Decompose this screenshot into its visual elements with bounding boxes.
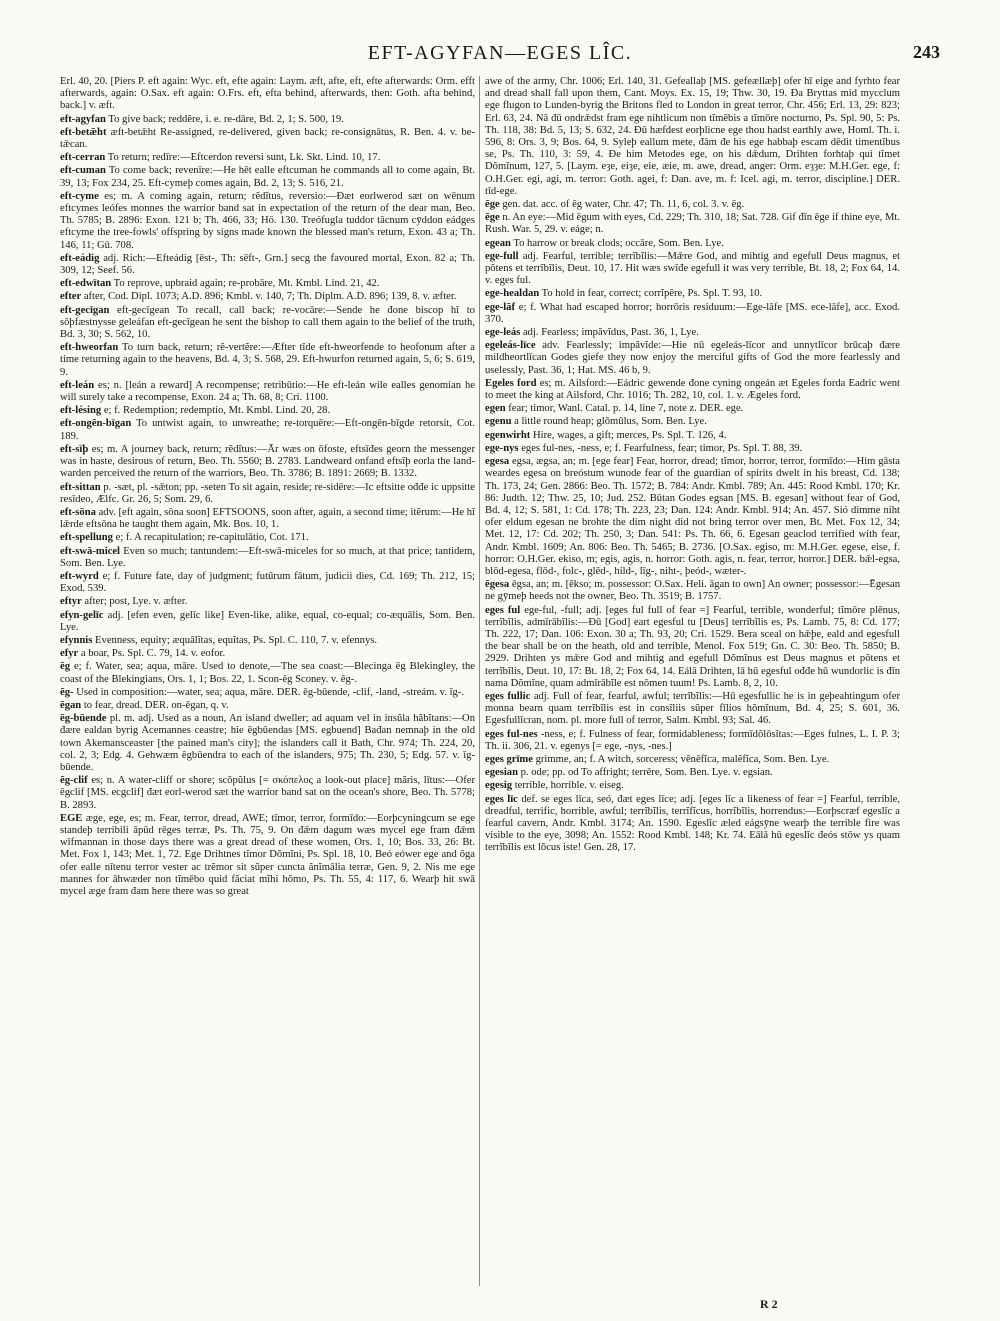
entry-text: e; f. Future fate, day of judgment; futūrum fātum, judicii dies, Cd. 169; Th. 212, 15; Exod. 539. xyxy=(60,570,475,595)
headword: ēg- xyxy=(60,686,74,698)
entry-text: To reprove, upbraid again; re-probāre, Mt. Kmbl. Lind. 21, 42. xyxy=(113,278,380,290)
entry-text: Even so much; tantundem:—Eft-swā-miceles for so much, at that price; tantidem, Som. Ben. Lye. xyxy=(60,545,475,569)
entry-text: e; f. A recapitulation; re-capitulātio, Cot. 171. xyxy=(115,532,309,544)
dictionary-entry xyxy=(60,418,475,442)
entry-text: eft-gecīgean To recall, call back; re-vocāre:—Sende he đone biscop hī to sōþfæstnysse geleáfan eft-gecīgean he sent the bishop to call them again to the belief of the truth, Bd. 3, 30; S. 562, 10. xyxy=(60,304,475,341)
dictionary-entry xyxy=(485,416,900,428)
entry-text: To return; redīre:—Eftcerdon reversi sunt, Lk. Skt. Lind. 10, 17. xyxy=(107,152,381,164)
dictionary-entry xyxy=(485,443,900,455)
entry-text: adj. Full of fear, fearful, awful; terrĭbĭlis:—Hū egesfullic he is in geþeahtingum ofer monna bearn quam terrĭbĭlis est in consĭliis sŭper fīlios hŏmĭnum, Bd. 4, 25; S. 601, 36. Egesfullīcran, nom. pl. more full of terror, Salm. Kmbl. 93; Sal. 46. xyxy=(485,690,900,727)
headword: efyn-gelīc xyxy=(60,609,104,621)
dictionary-entry xyxy=(60,482,475,506)
entry-text: eges ful-nes, -ness, e; f. Fearfulness, fear; timor, Ps. Spl. T. 88, 39. xyxy=(521,442,803,454)
dictionary-entry xyxy=(485,288,900,300)
dictionary-entry xyxy=(60,444,475,481)
headword: eft-spellung xyxy=(60,532,113,544)
entry-text: To untwist again, to unwreathe; re-torquēre:—Eft-ongēn-bīgde retorsit, Cot. 189. xyxy=(60,418,475,442)
entry-text: a little round heap; glŏmŭlus, Som. Ben. Lye. xyxy=(514,416,707,428)
headword: ege-healdan xyxy=(485,288,540,300)
dictionary-entry xyxy=(60,76,475,113)
running-title: EFT-AGYFAN—EGES LÎC. xyxy=(367,42,633,64)
headword: ēg xyxy=(60,661,70,673)
headword: ēge xyxy=(485,212,500,224)
headword: eges ful xyxy=(485,604,521,616)
headword: eges grīme xyxy=(485,753,533,765)
dictionary-entry xyxy=(485,251,900,288)
headword: eft-hweorfan xyxy=(60,342,119,354)
headword: ēgesa xyxy=(485,579,510,591)
headword: eft-eádig xyxy=(60,252,100,264)
dictionary-entry xyxy=(60,596,475,608)
dictionary-entry xyxy=(60,380,475,404)
entry-text: es; n. A water-cliff or shore; scŏpŭlus [= σκόπελος a look-out place] măris, lītus:—Ofer ēgclif [MS. ecgclif] đæt eorl-werod sæt the warrior band sat on the ocean's shore, Beo. Th. 5778; B. 2893. xyxy=(60,775,475,811)
dictionary-entry xyxy=(60,546,475,570)
headword: egenu xyxy=(485,416,512,428)
headword: egesa xyxy=(485,456,510,468)
entry-text: To harrow or break clods; occāre, Som. Ben. Lye. xyxy=(513,237,724,249)
dictionary-entry xyxy=(60,635,475,647)
dictionary-entry xyxy=(485,767,900,779)
headword: eges līc xyxy=(485,793,518,805)
entry-text: adv. Fearlessly; impăvĭde:—Hie nū egeleás-līcor and unnytlīcor brūcaþ đære mildheortlīcan Godes giefe they now enjoy the merciful gifts of God the more fearlessly and uselessly, Past. 36, 1; Hat. MS. 46 b, 9. xyxy=(485,340,900,376)
headword: ege-leás xyxy=(485,327,521,339)
headword: eft-agyfan xyxy=(60,113,106,125)
dictionary-entry xyxy=(485,378,900,402)
entry-text: æge, ege, es; m. Fear, terror, dread, AWE; tīmor, terror, formīdo:—Eorþcyningcum se ege standeþ terribili āpūd rēges terræ, Ps. Th. 75, 9. On đǣm dagum wæs mycel ege fram đǣm wīfmannan in those days there was a great dread of these women, Ors. 1, 10; Bos. 33, 26: Bt. Met. Fox 1, 143; Met. 1, 72. Ege Drihtnes tĭmor Dŏmĭni, Ps. Spl. 18, 10. Beó eówer ege and ōga ofer ealle nītenu terror vester ac trĕmor sit sŭper cuncta ănĭmālia terræ, Gen. 9, 2. Nis me ege mannes for āhwæder non tĭmēbo quid făciat mĭhi hŏmo, Ps. Th. 55, 4: 117, 6. Wearþ hit swā mycel æge fram đam here there was so great xyxy=(60,812,475,897)
entry-text: es; m. A journey back, return; rĕdĭtus:—Ār wæs on ōfoste, eftsīđes georn the messenger was in haste, desirous of return, Beo. Th. 5560; B. 2783. Landweard onfand eftsīþ eorla the land-warden perceived the return of the warriors, Beo. Th. 3786; B. 1891: 2669; B. 1332. xyxy=(60,443,475,480)
entry-text: e; f. Water, sea; aqua, māre. Used to denote,—The sea coast:—Blecinga ēg Blekingley, the coast of the Blekingians, Ors. 1, 1; Bos. 22, 1. Scon-ēg Sconey. v. ēg-. xyxy=(60,661,475,685)
headword: efynnis xyxy=(60,634,93,646)
dictionary-entry xyxy=(485,327,900,339)
headword: eft-sittan xyxy=(60,481,101,493)
entry-text: adv. [eft again, sōna soon] EFTSOONS, soon after, again, a second time; itĕrum:—He hī lǣrde eftsōna he taught them again, Mk. Bos. 10, 1. xyxy=(60,506,475,531)
headword: eft-lésing xyxy=(60,405,102,417)
headword: eftyr xyxy=(60,596,82,608)
entry-text: gen. dat. acc. of ēg water, Chr. 47; Th. 11, 6, col. 3. v. ēg. xyxy=(502,199,745,211)
headword: eft-cyme xyxy=(60,190,99,202)
dictionary-entry xyxy=(485,212,900,236)
entry-text: es; n. [leán a reward] A recompense; retribūtio:—He eft-leán wile ealles genomian he will surely take a recompense, Exon. 24 a; Th. 68, 8; Cri. 1100. xyxy=(60,379,475,404)
dictionary-entry xyxy=(485,456,900,578)
entry-text: grimme, an; f. A witch, sorceress; vĕnēfĭca, malĕfĭca, Som. Ben. Lye. xyxy=(535,753,830,765)
entry-text: Evenness, equity; æquālĭtas, equĭtas, Ps. Spl. C. 110, 7. v. efennys. xyxy=(95,634,378,646)
headword: efyr xyxy=(60,648,79,660)
headword: egesig xyxy=(485,780,513,792)
dictionary-entry xyxy=(60,191,475,252)
entry-text: To give back; reddĕre, i. e. re-dāre, Bd. 2, 1; S. 500, 19. xyxy=(108,113,344,125)
dictionary-entry xyxy=(60,291,475,303)
dictionary-entry xyxy=(485,302,900,326)
entry-text: To hold in fear, correct; corrĭpĕre, Ps. Spl. T. 93, 10. xyxy=(541,288,763,300)
dictionary-entry xyxy=(485,605,900,690)
dictionary-entry xyxy=(60,687,475,699)
headword: ēg-būende xyxy=(60,713,107,725)
entry-text: adj. Fearful, terrible; terrĭbĭlis:—Mǣre God, and mihtig and egefull Deus magnus, et pŏtens et terrĭbĭlis, Deut. 10, 17. Hit wæs swīđe egefull it was very terrible, Bt. 18, 2; Fox 64, 14. v. eges ful. xyxy=(485,250,900,287)
dictionary-entry xyxy=(60,253,475,277)
entry-text: p. ode; pp. od To affright; terrēre, Som. Ben. Lye. v. egsian. xyxy=(520,767,773,779)
entry-text: ēgsa, an; m. [ēkso; m. possessor: O.Sax. Heli. āgan to own] An owner; possessor:—Ēgesan ne gȳmeþ heeds not the owner, Beo. Th. 3519; B. 1757. xyxy=(485,579,900,603)
dictionary-entry xyxy=(60,813,475,898)
page-number: 243 xyxy=(913,42,940,62)
entry-text: p. -sæt, pl. -sǣton; pp. -seten To sit again, reside; re-sidēre:—Ic eftsitte ođđe ic uppsitte resīdeo, Ælfc. Gr. 26, 5; Som. 29, 6. xyxy=(60,481,475,505)
dictionary-entry xyxy=(485,430,900,442)
entry-text: after, Cod. Dipl. 1073; A.D. 896; Kmbl. v. 140, 7; Th. Diplm. A.D. 896; 139, 8. v. æfter. xyxy=(83,291,457,303)
headword: eft-wyrd xyxy=(60,570,99,582)
dictionary-entry xyxy=(485,729,900,753)
entry-text: es; m. Ailsford:—Eádric gewende đone cyning ongeán æt Egeles forda Eadric went to meet the king at Ailsford, Chr. 1016; Th. 282, 10, col. 1. v. Ægeles ford. xyxy=(485,377,900,402)
dictionary-entry xyxy=(60,713,475,774)
entry-text: adj. [efen even, gelīc like] Even-like, alike, equal, co-equal; co-æquālis, Som. Ben. Lye. xyxy=(60,609,475,633)
dictionary-entry xyxy=(485,199,900,211)
entry-text: egsa, ægsa, an; m. [ege fear] Fear, horror, dread; tĭmor, horror, terror, formīdo:—Him gāsta weardes egesa on breóstum wunode fear of the guardian of spirits dwelt in his breast, Cd. 138; Th. 173, 24; Gen. 2866: Beo. Th. 1572; B. 784: Andr. Kmbl. 789; An. 445: Rood Kmbl. 170; Kr. 86: Judth. 12; Thw. 25, 10; Jud. 252. Būtan Godes egsan [MS. B. egesan] without fear of God, Bd. 4, 12; S. 581, 1: Cd. 178; Th. 223, 23; Dan. 124: Andr. Kmbl. 914; An. 457. Sió dimme niht ofer eldum egesan ne brohte the dim night did not bring terror over men, Bt. Met. Fox 12, 34; Met. 12, 17: Cd. 202; Th. 250, 3; Dan. 541: Ps. Th. 66, 6. Egesan geaclod terrified with fear, Andr. Kmbl. 1609; An. 806: Beo. Th. 5465; B. 2736. [O.Sax. egiso, m: M.H.Ger. egese, eise, f. horror: O.H.Ger. ekiso, m; egis, agis, n. horror: Goth. agis, n. fear, terror, horror.] DER. bǣl-egsa, blōd-egesa, flōd-, folc-, glēd-, hild-, līg-, niht-, þeód-, wæter-. xyxy=(485,456,900,577)
entry-text: after; post, Lye. v. æfter. xyxy=(84,596,188,608)
headword: ēgan xyxy=(60,699,82,711)
headword: efter xyxy=(60,291,82,303)
dictionary-entry xyxy=(60,342,475,379)
headword: ege-full xyxy=(485,250,519,262)
entry-text: Hire, wages, a gift; merces, Ps. Spl. T. 126, 4. xyxy=(532,429,727,441)
headword: eft-sīþ xyxy=(60,443,89,455)
entry-text: æft-betǣht Re-assigned, re-delivered, given back; re-consignātus, R. Ben. 4. v. be-tǣcan. xyxy=(60,126,475,151)
entry-text: To come back; revenīre:—He hēt ealle eftcuman he commands all to come again, Bt. 39, 13; Fox 234, 25. Eft-cymeþ comes again, Bd. 2, 13; S. 516, 21. xyxy=(60,165,475,189)
dictionary-entry xyxy=(60,305,475,342)
headword: ege-lāf xyxy=(485,301,515,313)
dictionary-entry xyxy=(60,648,475,660)
dictionary-entry xyxy=(60,127,475,151)
entry-text: e; f. What had escaped horror; horrōris residuum:—Ege-lāfe [MS. ece-lāfe], acc. Exod. 370. xyxy=(485,301,900,325)
dictionary-entry xyxy=(60,278,475,290)
entry-text: e; f. Redemption; redemptio, Mt. Kmbl. Lind. 20, 28. xyxy=(103,405,331,417)
page-header xyxy=(60,42,940,72)
right-column xyxy=(485,76,900,1291)
entry-text: -ness, e; f. Fulness of fear, formidableness; formīdŏlōsĭtas:—Eges fulnes, L. I. P. 3; Th. ii. 306, 21. v. egenys [= ege, -nys, -nes.] xyxy=(485,728,900,752)
signature-mark: R 2 xyxy=(760,1297,778,1311)
entry-text: Erl. 40, 20. [Piers P. eft again: Wyc. eft, efte again: Laym. æft, afte, eft, efte afterwards: Orm. efft afterwards, again: O.Sax. eft again: O.Frs. eft, efta behind, afterwards, then: Goth. afta behind, back.] v. æft. xyxy=(60,76,475,112)
headword: eft-cuman xyxy=(60,165,106,177)
entry-text: to fear, dread. DER. on-ēgan, q. v. xyxy=(83,699,229,711)
dictionary-entry xyxy=(485,403,900,415)
dictionary-entry xyxy=(60,661,475,685)
headword: Egeles ford xyxy=(485,377,537,389)
entry-text: es; m. A coming again, return; rĕdĭtus, reversio:—Đæt eorlwerod sæt on wēnum eftcymes leófes monnes the warrior band sat in expectation of the return of the dear man, Beo. Th. 5785; B. 2896: Exon. 121 b; Th. 466, 33; Hö. 130. Treófugla tuddor tācnum cȳddon eádges eftcyme the tree-fowls' offspring by signs made known the blessed man's return, Exon. 43 a; Th. 146, 11; Gū. 708. xyxy=(60,190,475,251)
dictionary-entry xyxy=(60,610,475,634)
dictionary-entry xyxy=(485,794,900,855)
entry-text: ege-ful, -full; adj. [eges ful full of fear =] Fearful, terrible, wonderful; tĭmōre plēnus, terrĭbĭlis, admīrābĭlis:—Đū [God] eart egesful tu [Deus] terrĭbĭlis es, Ps. Lamb. 75, 8: Cd. 177; Th. 222, 17; Dan. 106: Exon. 30 a; Th. 93, 20; Cri. 1529. Bera sceal on hǣþe, eald and egesfull the bear shall be on the heath, old and terrible, Menol. Fox 519; Gn. C. 30: Beo. Th. 5850; B. 2929. Drihten ys mǣre God and mihtig and egefull Dŏmĭnus est Deus magnus et pŏtens et terrĭbĭlis, Deut. 10, 17: Bt. 18, 2; Fox 64, 14. Eálā Drihten, lā hū egesful ođđe hū wundorlic is đīn nama Dŏmĭne, quam admīrābĭle est nōmen tuum! Ps. Lamb. 8, 2, 10. xyxy=(485,604,900,689)
headword: egesian xyxy=(485,767,518,779)
headword: ege-nys xyxy=(485,442,519,454)
entry-text: adj. Fearless; impăvĭdus, Past. 36, 1, Lye. xyxy=(522,327,699,339)
headword: eft-swā-micel xyxy=(60,545,120,557)
dictionary-entry xyxy=(60,775,475,812)
headword: egeleás-līce xyxy=(485,340,536,352)
dictionary-entry xyxy=(485,691,900,728)
entry-text: Used in composition:—water, sea; aqua, māre. DER. ēg-būende, -clif, -land, -streám. v. īg-. xyxy=(76,686,464,698)
headword: eft-sōna xyxy=(60,506,96,518)
headword: egean xyxy=(485,237,511,249)
headword: eft-leán xyxy=(60,379,95,391)
entry-text: def. se eges līca, seó, đæt eges līce; adj. [eges līc a likeness of fear =] Fearful, terrible, dreadful, terrific, horrible, awful; terrĭbĭlis, terrĭfĭcus, horrĭbĭlis, horrendus:—Eorþscræf egeslīc a fearful cavern, Andr. Kmbl. 3174; An. 1590. Egeslīc æled eágsȳne wearþ the terrible fire was visible to the eye, 3098; An. 1552: Rood Kmbl. 148; Kr. 74. Eālā hū egeslīc đeós stōw ys quam terrĭbĭlis est lŏcus iste! Gen. 28, 17. xyxy=(485,793,900,854)
dictionary-entry xyxy=(485,780,900,792)
headword: egenwirht xyxy=(485,429,531,441)
entry-text: awe of the army, Chr. 1006; Erl. 140, 31. Gefeallaþ [MS. gefeællæþ] ofer hī eige and fyrhto fear and dread shall fall upon them, Cant. Moys. Ex. 15, 19; Thw. 30, 19. Đa Bryttas mid mycclum ege flugon to Lunden-byrig the Britons fled to London in great terror, Chr. 456; Erl. 13, 29: 823; Erl. 63, 24. Nā đū ondrǣdst fram ege nihtlicum non tĭmēbis a tĭmōre nocturno, Ps. Spl. 90, 5: Ps. Th. 118, 38: Bd. 5, 13; S. 632, 24. Đū hæfdest eorþlicne ege thou hadst earthly awe, Homl. Th. i. 596, 8: Ors. 3, 9; Bos. 64, 9. Syleþ eallum mete, đām đe his ege habbaþ escam dēdit timentĭbus se, Ps. Th. 110, 3: 59, 4. Đe him Metodes ege, on his dǣdum, Drihten forhtaþ qui tĭmet Dŏmĭnum, 127, 5. [Laym. eȝe, eiȝe, eie, æie, m. awe, dread, anger: Orm. eȝȝe: M.H.Ger. ege, f: O.H.Ger. egi, agi, m. terror: Goth. agei, f: Dan. ave, m. f: Icel. agi, m. terror, discipline.] DER. tīd-ege. xyxy=(485,76,900,197)
dictionary-entry xyxy=(485,754,900,766)
dictionary-entry xyxy=(60,152,475,164)
column-divider xyxy=(479,76,480,1286)
dictionary-entry xyxy=(485,238,900,250)
dictionary-entry xyxy=(485,340,900,377)
entry-text: adj. Rich:—Efteádig [ēst-, Th: sēft-, Grn.] secg the favoured mortal, Exon. 82 a; Th. 309, 12; Seef. 56. xyxy=(60,252,475,277)
headword: eft-cerran xyxy=(60,152,106,164)
dictionary-entry xyxy=(60,700,475,712)
headword: EGE xyxy=(60,812,83,824)
dictionary-entry xyxy=(485,579,900,603)
dictionary-entry xyxy=(60,507,475,531)
entry-text: To turn back, return; rĕ-vertĕre:—Æfter tīde eft-hweorfende to heofonum after a time returning again to the heavens, Bd. 4, 3; S. 568, 29. Eft-hwurfon returned again, 5, 6; S. 619, 9. xyxy=(60,342,475,378)
dictionary-entry xyxy=(60,405,475,417)
dictionary-entry xyxy=(60,571,475,595)
dictionary-entry xyxy=(60,114,475,126)
headword: ēg-clif xyxy=(60,775,88,787)
dictionary-entry xyxy=(60,532,475,544)
entry-text: n. An eye:—Mid ēgum with eyes, Cd. 229; Th. 310, 18; Sat. 728. Gif đīn ēge if thine eye, Mt. Rush. War. 5, 29. v. eáge; n. xyxy=(485,212,900,236)
left-column xyxy=(60,76,475,1291)
entry-text: terrible, horrible. v. eiseg. xyxy=(514,780,624,792)
headword: eft-betǣht xyxy=(60,126,107,138)
headword: egen xyxy=(485,403,506,415)
headword: ēge xyxy=(485,199,500,211)
headword: eges ful-nes xyxy=(485,728,538,740)
headword: eft-gecīgan xyxy=(60,304,110,316)
headword: eft-ongēn-bīgan xyxy=(60,418,132,430)
headword: eges fullic xyxy=(485,690,531,702)
headword: eft-edwītan xyxy=(60,278,112,290)
dictionary-entry xyxy=(60,165,475,189)
entry-text: a boar, Ps. Spl. C. 79, 14. v. eofor. xyxy=(80,648,226,660)
dictionary-entry xyxy=(485,76,900,198)
entry-text: fear; timor, Wanl. Catal. p. 14, line 7, note z. DER. ege. xyxy=(508,403,744,415)
entry-text: pl. m. adj. Used as a noun, An island dweller; ad aquam vel in insŭla hăbĭtans:—On đære ealdan byrig Acemannes ceastre; hie ēgbūendas [MS. egbuend] Bađan nemnaþ in the old town Akemansceaster [the pained man's city]; the islanders call it Bath, Chr. 974; Th. 224, 20, col. 2, 3; Edg. 4. Gehwæm ēgbūendra to each of the islanders, 975; Th. 230, 5; Edg. 57. v. īg-būende. xyxy=(60,713,475,773)
